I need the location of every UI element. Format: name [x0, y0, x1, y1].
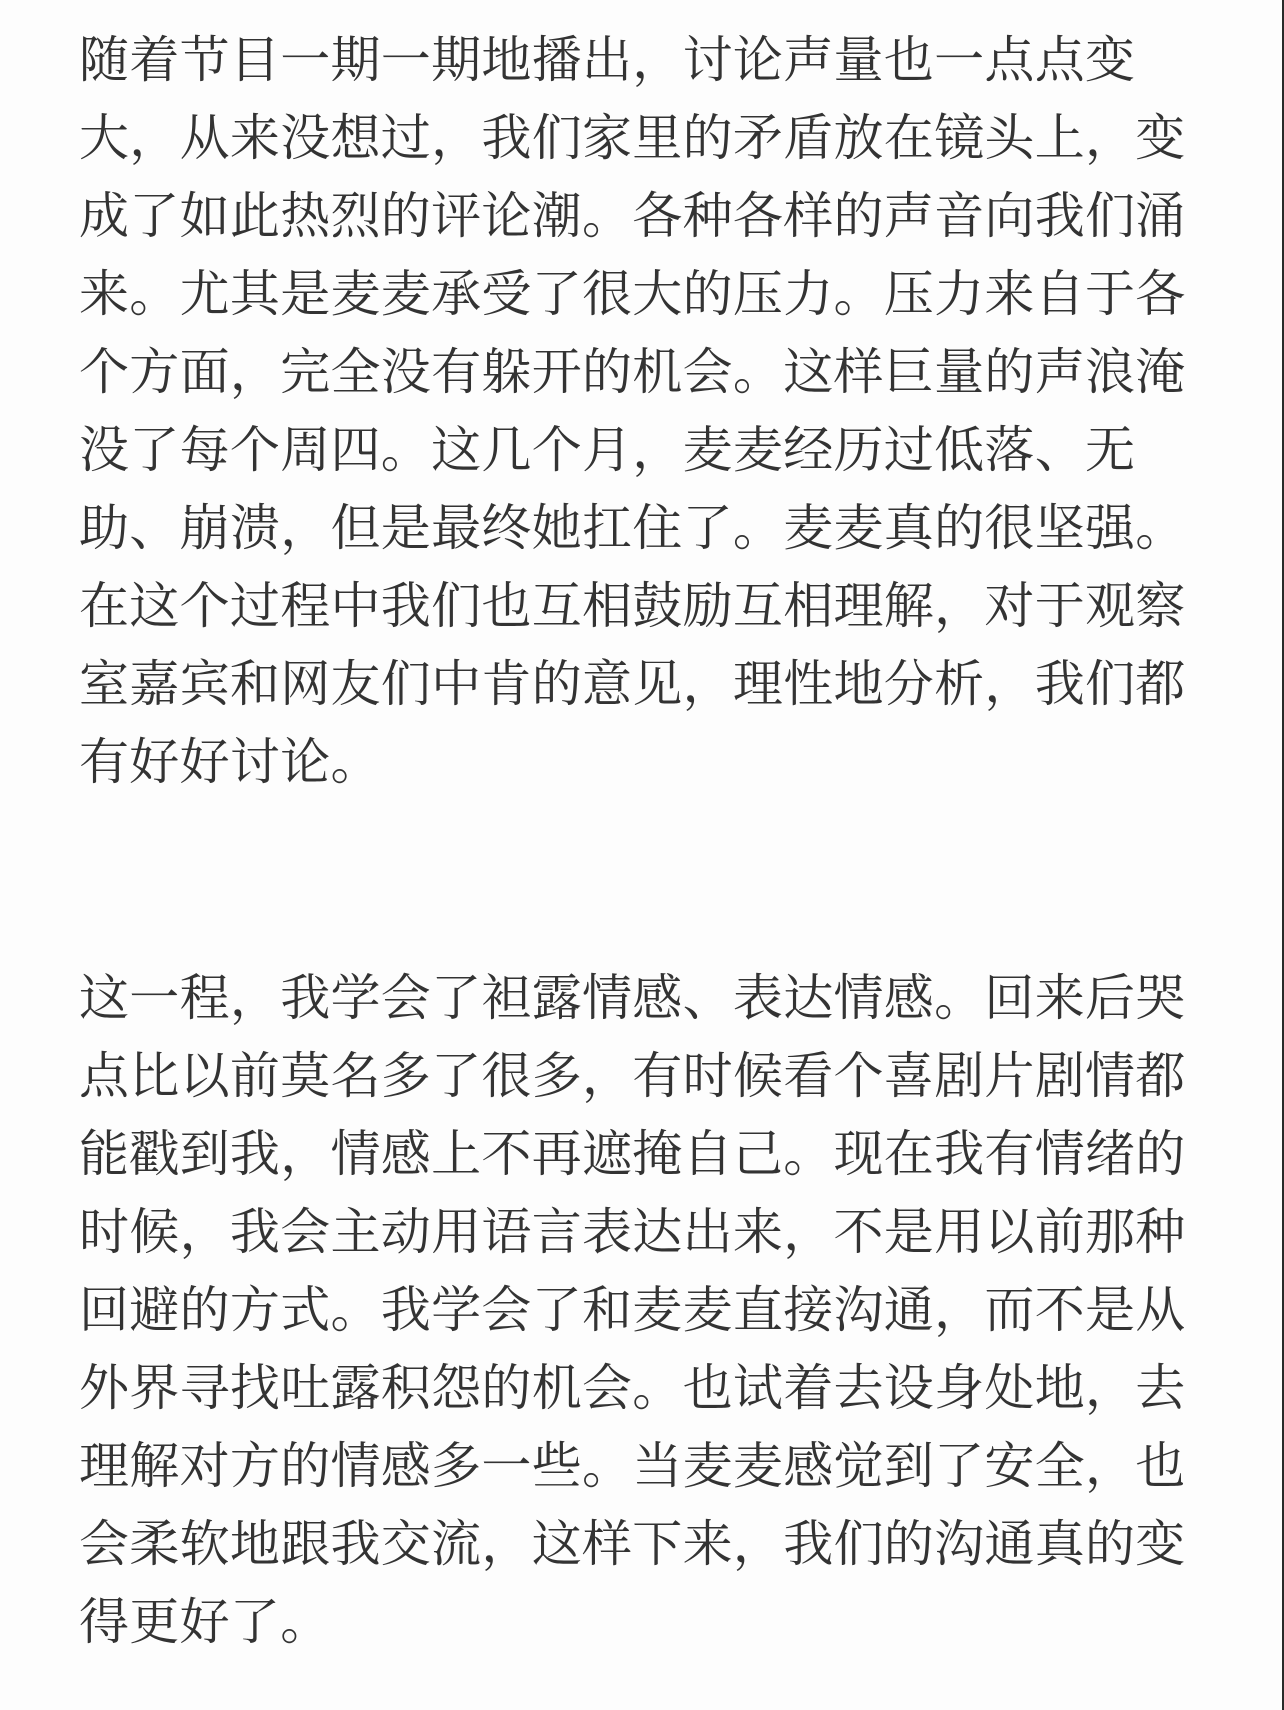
text-line: 助、崩溃，但是最终她扛住了。麦麦真的很坚强。 — [79, 499, 1186, 557]
text-line: 理解对方的情感多一些。当麦麦感觉到了安全，也 — [79, 1437, 1186, 1495]
text-line: 在这个过程中我们也互相鼓励互相理解，对于观察 — [79, 577, 1186, 635]
text-line: 成了如此热烈的评论潮。各种各样的声音向我们涌 — [79, 187, 1186, 245]
text-line: 有好好讨论。 — [79, 733, 381, 791]
text-line: 这一程，我学会了袒露情感、表达情感。回来后哭 — [79, 969, 1186, 1027]
text-line: 回避的方式。我学会了和麦麦直接沟通，而不是从 — [79, 1281, 1186, 1339]
text-line: 点比以前莫名多了很多，有时候看个喜剧片剧情都 — [79, 1047, 1186, 1105]
text-line: 没了每个周四。这几个月，麦麦经历过低落、无 — [79, 421, 1136, 479]
text-line: 来。尤其是麦麦承受了很大的压力。压力来自于各 — [79, 265, 1186, 323]
text-line: 个方面，完全没有躲开的机会。这样巨量的声浪淹 — [79, 343, 1186, 401]
text-line: 得更好了。 — [79, 1593, 331, 1651]
paragraph-2 — [79, 959, 1219, 1661]
text-line: 室嘉宾和网友们中肯的意见，理性地分析，我们都 — [79, 655, 1186, 713]
text-line: 时候，我会主动用语言表达出来，不是用以前那种 — [79, 1203, 1186, 1261]
text-line: 外界寻找吐露积怨的机会。也试着去设身处地，去 — [79, 1359, 1186, 1417]
text-line: 大，从来没想过，我们家里的矛盾放在镜头上，变 — [79, 109, 1186, 167]
text-line: 会柔软地跟我交流，这样下来，我们的沟通真的变 — [79, 1515, 1186, 1573]
text-line: 随着节目一期一期地播出，讨论声量也一点点变 — [79, 31, 1136, 89]
paragraph-1 — [79, 21, 1219, 801]
text-line: 能戳到我，情感上不再遮掩自己。现在我有情绪的 — [79, 1125, 1186, 1183]
